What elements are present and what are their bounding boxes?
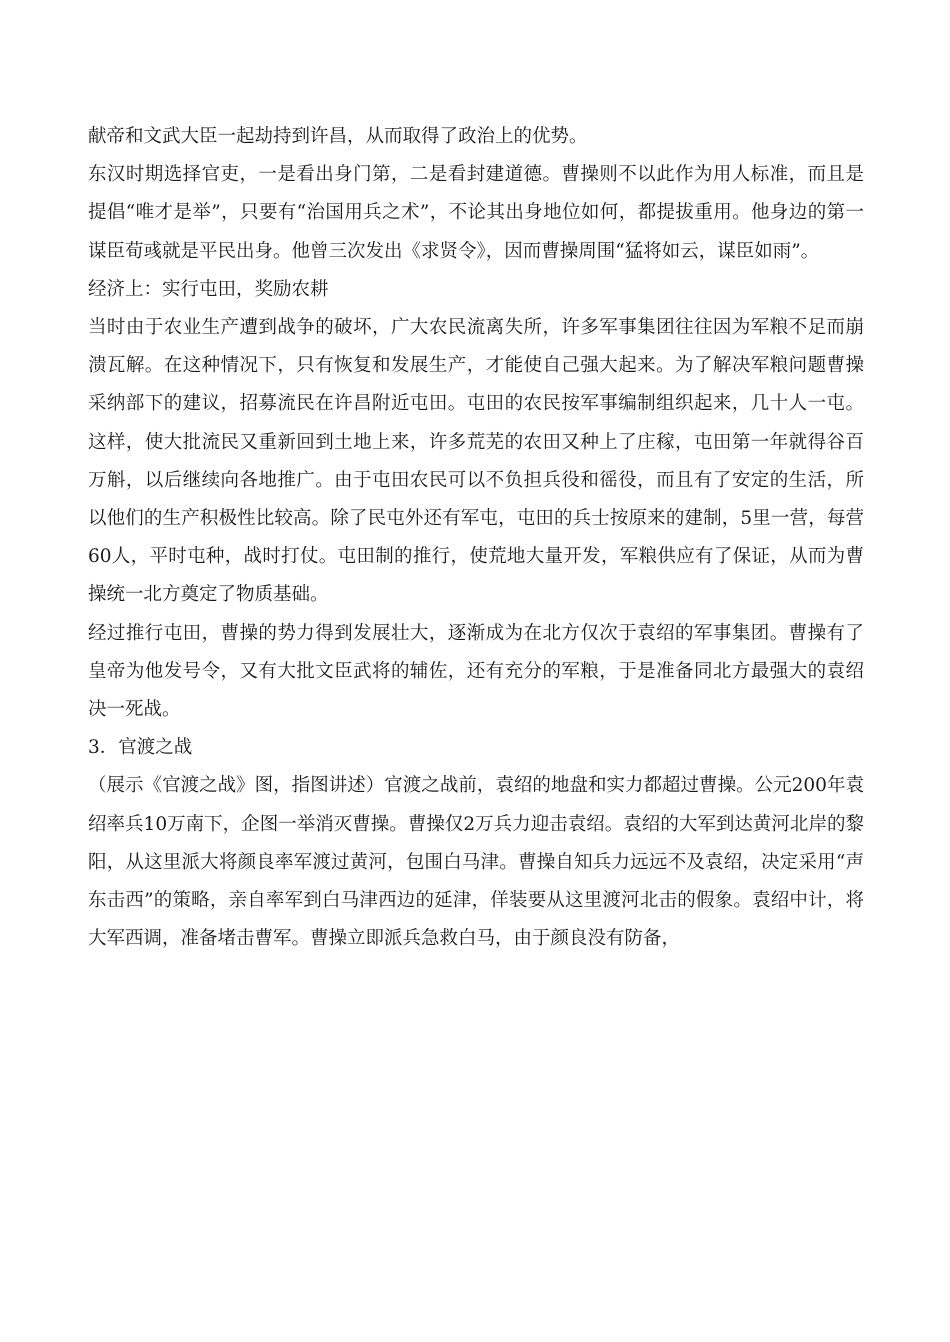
paragraph-talent-policy: 东汉时期选择官吏，一是看出身门第，二是看封建道德。曹操则不以此作为用人标准，而且是提倡“唯才是举”，只要有“治国用兵之术”，不论其出身地位如何，都提拔重用。他身边的第一谋臣荀彧就是平民出身。他曾三次发出《求贤令》，因而曹操周围“猛将如云，谋臣如雨”。: [88, 164, 864, 262]
paragraph-tuntian-system: 当时由于农业生产遭到战争的破坏，广大农民流离失所，许多军事集团往往因为军粮不足而崩溃瓦解。在这种情况下，只有恢复和发展生产，才能使自己强大起来。为了解决军粮问题曹操采纳部下的建议，招募流民在许昌附近屯田。屯田的农民按军事编制组织起来，几十人一屯。这样，使大批流民又重新回到土地上来，许多荒芜的农田又种上了庄稼，屯田第一年就得谷百万斛，以后继续向各地推广。由于屯田农民可以不负担兵役和徭役，而且有了安定的生活，所以他们的生产积极性比较高。除了民屯外还有军屯，屯田的兵士按原来的建制，5里一营，每营60人，平时屯种，战时打仗。屯田制的推行，使荒地大量开发，军粮供应有了保证，从而为曹操统一北方奠定了物质基础。: [88, 317, 864, 606]
heading-economic-tuntian: 经济上：实行屯田，奖励农耕: [88, 278, 329, 300]
paragraph-battle-of-guandu: （展示《官渡之战》图，指图讲述）官渡之战前，袁绍的地盘和实力都超过曹操。公元200年袁绍率兵10万南下，企图一举消灭曹操。曹操仅2万兵力迎击袁绍。袁绍的大军到达黄河北岸的黎阳，从这里派大将颜良率军渡过黄河，包围白马津。曹操自知兵力远远不及袁绍，决定采用“声东击西”的策略，亲自率军到白马津西边的延津，佯装要从这里渡河北击的假象。袁绍中计，将大军西调，准备堵击曹军。曹操立即派兵急救白马，由于颜良没有防备，: [88, 775, 864, 950]
document-body: [88, 118, 864, 958]
heading-battle-of-guandu: 3．官渡之战: [88, 737, 193, 759]
paragraph-political-advantage: 献帝和文武大臣一起劫持到许昌，从而取得了政治上的优势。: [88, 126, 588, 147]
paragraph-cao-cao-growth: 经过推行屯田，曹操的势力得到发展壮大，逐渐成为在北方仅次于袁绍的军事集团。曹操有了皇帝为他发号令，又有大批文臣武将的辅佐，还有充分的军粮，于是准备同北方最强大的袁绍决一死战。: [88, 622, 864, 721]
